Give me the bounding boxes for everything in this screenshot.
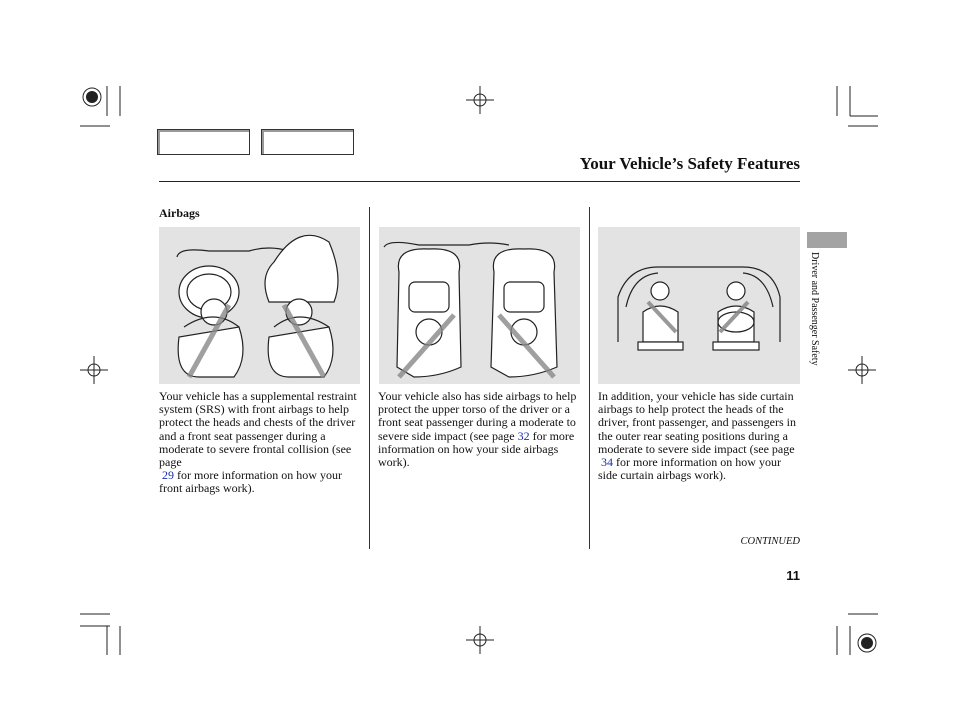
- page-32-link[interactable]: 32: [517, 428, 530, 443]
- continued-label: CONTINUED: [740, 536, 800, 547]
- side-airbags-illustration: [379, 227, 580, 384]
- page-title: Your Vehicle’s Safety Features: [579, 154, 800, 173]
- section-tab-label: Driver and Passenger Safety: [809, 252, 820, 366]
- page-34-link[interactable]: 34: [601, 455, 613, 470]
- title-rule: [159, 181, 800, 182]
- side-curtain-airbags-description: In addition, your vehicle has side curtain airbags to help protect the heads of the driver, front passenger, and passengers in the outer rear seating positions during a moderate to severe side impact (see page 34 for more information on how your side curtain airbags work).: [598, 389, 796, 483]
- column-divider-2: [589, 207, 590, 549]
- page-29-link[interactable]: 29: [162, 468, 174, 483]
- section-heading: Airbags: [159, 206, 200, 220]
- front-airbags-illustration: [159, 227, 360, 384]
- front-airbags-description: Your vehicle has a supplemental restraint system (SRS) with front airbags to help protect the heads and chests of the driver and a front seat passenger during a moderate to severe frontal collision (see page 29 for more information on how your front airbags work).: [159, 389, 357, 496]
- page-number: 11: [786, 568, 800, 583]
- column-divider-1: [369, 207, 370, 549]
- section-tab-marker: [807, 232, 847, 248]
- side-curtain-airbags-illustration: [598, 227, 800, 384]
- header-tab-box-2: [261, 129, 354, 155]
- header-tab-box-1: [157, 129, 250, 155]
- side-airbags-description: Your vehicle also has side airbags to help protect the upper torso of the driver or a front seat passenger during a moderate to severe side impact (see page 32 for more information on how your side airbags work).: [378, 389, 577, 470]
